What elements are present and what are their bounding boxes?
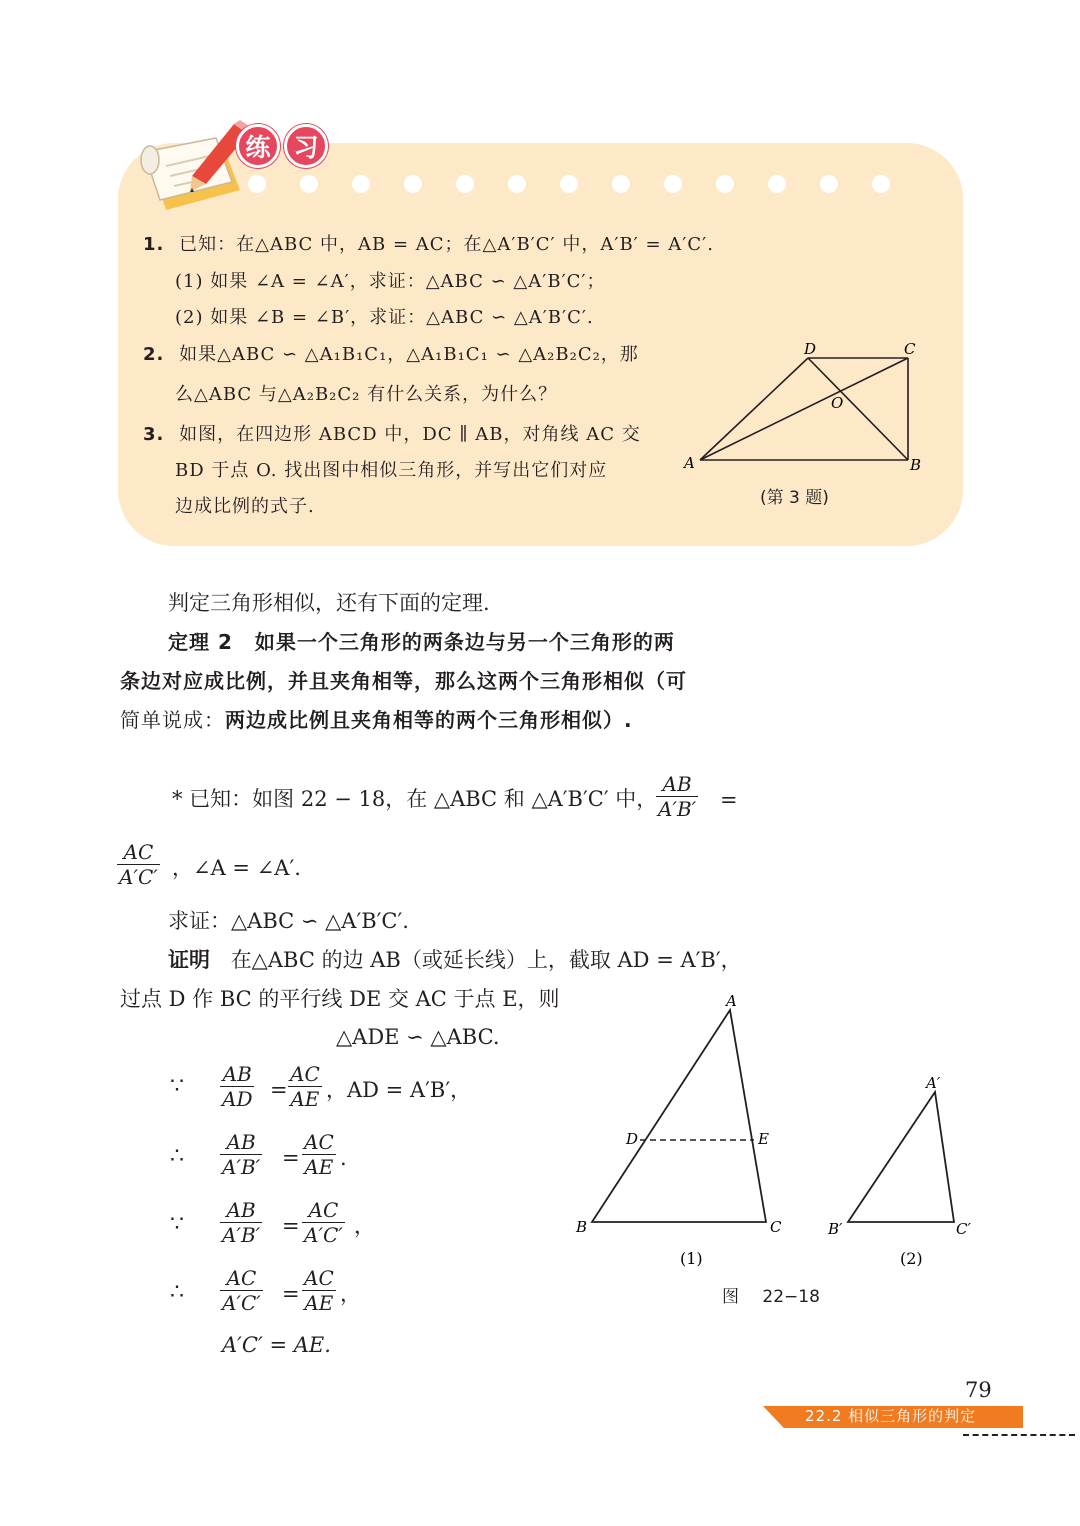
fraction-ab-over-apbp: $\frac{AB}{A'B'}$ bbox=[222, 1198, 261, 1247]
intro-text: 判定三角形相似，还有下面的定理. bbox=[168, 591, 490, 615]
exercise-item-3 bbox=[143, 422, 641, 448]
triangle-apbpcp bbox=[848, 1092, 954, 1222]
exercise-number: 3. bbox=[143, 424, 165, 445]
exercise-text: 如图，在四边形 ABCD 中，DC ∥ AB，对角线 AC 交 bbox=[179, 424, 641, 445]
proof-line bbox=[168, 945, 742, 975]
given-text: * 已知：如图 22 − 18，在 △ABC 和 △A′B′C′ 中， bbox=[172, 787, 658, 811]
theorem-text: 如果一个三角形的两条边与另一个三角形的两 bbox=[254, 630, 675, 654]
point-label-a-prime: A′ bbox=[926, 1074, 941, 1092]
because-symbol: ∵ bbox=[170, 1074, 184, 1099]
decor-dot bbox=[820, 175, 838, 193]
point-label-a: A bbox=[726, 992, 737, 1010]
triangle-abc bbox=[592, 1010, 766, 1222]
equals-sign: = bbox=[720, 788, 738, 812]
decor-dot bbox=[664, 175, 682, 193]
fraction-ab-over-ad: $\frac{AB}{AD}$ bbox=[222, 1062, 253, 1111]
diagonal-ac bbox=[700, 358, 908, 460]
theorem-text: 简单说成： bbox=[120, 708, 225, 732]
point-label-a: A bbox=[684, 454, 695, 472]
fraction-ab-over-apbp: $\frac{AB}{A'B'}$ bbox=[658, 772, 697, 821]
exercise-title-char: 习 bbox=[284, 124, 328, 168]
exercise-title bbox=[236, 124, 328, 172]
fraction-ac-over-apcp: $\frac{AC}{A'C'}$ bbox=[119, 840, 158, 889]
decor-dot bbox=[456, 175, 474, 193]
page-number: 79 bbox=[965, 1378, 992, 1402]
decor-dot bbox=[352, 175, 370, 193]
proof-text: 过点 D 作 BC 的平行线 DE 交 AC 于点 E，则 bbox=[120, 987, 560, 1011]
triangle-figure-22-18 bbox=[570, 990, 990, 1280]
proof-text: . bbox=[340, 1146, 347, 1170]
section-title: 22.2 相似三角形的判定 bbox=[805, 1407, 977, 1425]
figure-caption-prefix: 图 bbox=[722, 1287, 739, 1307]
fraction-ac-over-ae: $\frac{AC}{AE}$ bbox=[304, 1130, 334, 1179]
theorem-text: 条边对应成比例，并且夹角相等，那么这两个三角形相似（可 bbox=[120, 669, 687, 693]
point-label-o: O bbox=[831, 394, 844, 412]
given-text: ，∠A = ∠A′. bbox=[172, 856, 301, 880]
point-label-d: D bbox=[626, 1130, 639, 1148]
proof-text: ，AD = A′B′， bbox=[326, 1078, 472, 1102]
exercise-number: 2. bbox=[143, 344, 165, 365]
proof-text: △ADE ∽ △ABC. bbox=[336, 1025, 500, 1049]
exercise-item-1 bbox=[143, 232, 714, 258]
exercise-text: BD 于点 O. 找出图中相似三角形，并写出它们对应 bbox=[175, 460, 608, 481]
footer-dotted-rule bbox=[963, 1434, 1075, 1436]
point-label-c-prime: C′ bbox=[956, 1220, 971, 1238]
theorem-line bbox=[168, 627, 675, 657]
decor-dot bbox=[612, 175, 630, 193]
therefore-symbol: ∴ bbox=[170, 1144, 184, 1169]
subfigure-label: (2) bbox=[900, 1249, 923, 1268]
decor-dot bbox=[404, 175, 422, 193]
theorem-line bbox=[120, 705, 633, 735]
because-symbol: ∵ bbox=[170, 1212, 184, 1237]
fraction-ac-over-apcp: $\frac{AC}{A'C'}$ bbox=[304, 1198, 343, 1247]
exercise-text: 如果△ABC ∽ △A₁B₁C₁，△A₁B₁C₁ ∽ △A₂B₂C₂，那 bbox=[179, 344, 639, 365]
trapezoid-figure bbox=[680, 336, 930, 481]
equals-sign: = bbox=[282, 1146, 300, 1170]
fraction-ac-over-ae: $\frac{AC}{AE}$ bbox=[304, 1266, 334, 1315]
decor-dot bbox=[560, 175, 578, 193]
point-label-e: E bbox=[758, 1130, 769, 1148]
therefore-symbol: ∴ bbox=[170, 1280, 184, 1305]
proof-conclusion: A′C′ = AE. bbox=[222, 1333, 331, 1357]
equals-sign: = bbox=[270, 1078, 288, 1102]
proof-text: 在△ABC 的边 AB（或延长线）上，截取 AD = A′B′， bbox=[230, 948, 742, 972]
point-label-c: C bbox=[904, 340, 916, 358]
decor-dot bbox=[300, 175, 318, 193]
exercise-number: 1. bbox=[143, 234, 165, 255]
fraction-ac-over-ae: $\frac{AC}{AE}$ bbox=[290, 1062, 320, 1111]
proof-text: ， bbox=[340, 1282, 361, 1306]
point-label-d: D bbox=[804, 340, 817, 358]
figure-caption: (第 3 题) bbox=[760, 488, 829, 508]
point-label-c: C bbox=[770, 1218, 782, 1236]
exercise-text: (1) 如果 ∠A = ∠A′，求证：△ABC ∽ △A′B′C′； bbox=[175, 271, 606, 292]
exercise-item-2 bbox=[143, 342, 639, 368]
exercise-text: 么△ABC 与△A₂B₂C₂ 有什么关系，为什么？ bbox=[175, 384, 558, 405]
segment-ad bbox=[700, 358, 808, 460]
equals-sign: = bbox=[282, 1282, 300, 1306]
decor-dot bbox=[768, 175, 786, 193]
equals-sign: = bbox=[282, 1214, 300, 1238]
exercise-text: (2) 如果 ∠B = ∠B′，求证：△ABC ∽ △A′B′C′. bbox=[175, 307, 594, 328]
decor-dot bbox=[872, 175, 890, 193]
subfigure-label: (1) bbox=[680, 1249, 703, 1268]
proof-text: ， bbox=[354, 1214, 375, 1238]
fraction-ab-over-apbp: $\frac{AB}{A'B'}$ bbox=[222, 1130, 261, 1179]
decor-dot bbox=[716, 175, 734, 193]
fraction-ac-over-apcp: $\frac{AC}{A'C'}$ bbox=[222, 1266, 261, 1315]
figure-caption-number: 22−18 bbox=[762, 1287, 820, 1307]
exercise-title-char: 练 bbox=[236, 124, 280, 168]
proof-label: 证明 bbox=[168, 948, 210, 972]
decor-dot bbox=[508, 175, 526, 193]
exercise-text: 已知：在△ABC 中，AB = AC；在△A′B′C′ 中，A′B′ = A′C′. bbox=[179, 234, 714, 255]
theorem-text: 两边成比例且夹角相等的两个三角形相似）. bbox=[225, 708, 633, 732]
exercise-text: 边成比例的式子. bbox=[175, 496, 315, 517]
figure-caption bbox=[722, 1282, 820, 1307]
diagonal-bd bbox=[808, 358, 908, 460]
point-label-b: B bbox=[910, 456, 922, 474]
point-label-b-prime: B′ bbox=[828, 1220, 843, 1238]
theorem-label: 定理 2 bbox=[168, 630, 233, 654]
point-label-b: B bbox=[576, 1218, 588, 1236]
prove-text: 求证：△ABC ∽ △A′B′C′. bbox=[168, 909, 409, 933]
